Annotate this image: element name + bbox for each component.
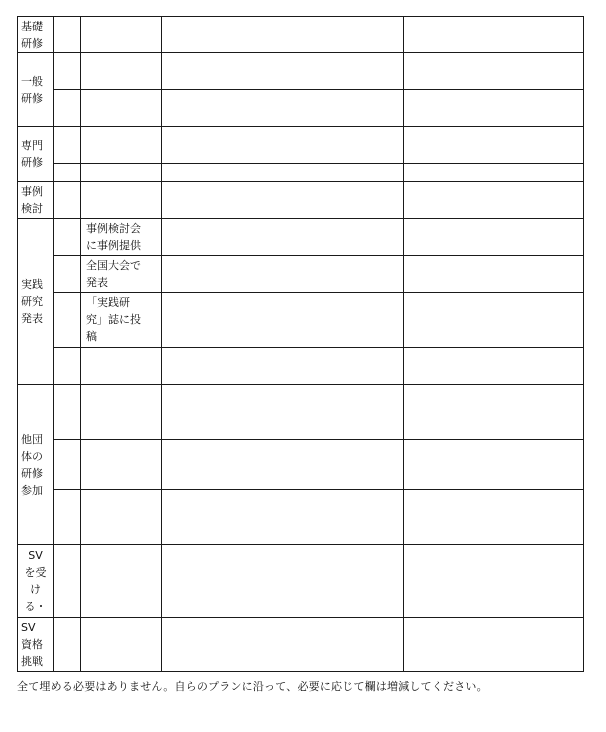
table-cell [162, 293, 404, 348]
table-row [18, 545, 584, 618]
table-row [18, 90, 584, 127]
table-cell [54, 293, 81, 348]
table-row [18, 219, 584, 256]
table-cell [162, 440, 404, 490]
category-practice-research: 実践 研究 発表 [18, 219, 54, 385]
table-cell [404, 182, 584, 219]
table-cell [162, 348, 404, 385]
table-cell [54, 127, 81, 164]
table-cell [54, 385, 81, 440]
table-cell [404, 348, 584, 385]
table-row [18, 440, 584, 490]
table-cell [404, 545, 584, 618]
table-cell [404, 127, 584, 164]
table-row [18, 164, 584, 182]
table-row [18, 490, 584, 545]
table-cell [81, 385, 162, 440]
table-cell [162, 545, 404, 618]
table-row [18, 127, 584, 164]
table-row [18, 53, 584, 90]
category-external-training: 他団 体の 研修 参加 [18, 385, 54, 545]
table-row [18, 17, 584, 53]
table-row [18, 348, 584, 385]
category-receive-sv: SV を受 け る・ [18, 545, 54, 618]
table-cell [54, 164, 81, 182]
table-cell [404, 164, 584, 182]
table-cell [404, 90, 584, 127]
category-case-review: 事例 検討 [18, 182, 54, 219]
table-cell [81, 618, 162, 672]
table-cell [81, 440, 162, 490]
table-cell [54, 182, 81, 219]
table-cell [81, 90, 162, 127]
table-cell [54, 90, 81, 127]
table-cell [81, 490, 162, 545]
table-cell [81, 348, 162, 385]
table-row [18, 618, 584, 672]
table-row [18, 293, 584, 348]
table-cell [162, 53, 404, 90]
table-row [18, 256, 584, 293]
table-cell [81, 545, 162, 618]
table-cell [54, 440, 81, 490]
item-national-conference: 全国大会で 発表 [81, 256, 162, 293]
category-specialized-training: 専門 研修 [18, 127, 54, 182]
table-cell [81, 164, 162, 182]
table-cell [404, 53, 584, 90]
table-cell [404, 618, 584, 672]
table-cell [162, 385, 404, 440]
table-cell [404, 293, 584, 348]
table-cell [404, 440, 584, 490]
table-cell [54, 545, 81, 618]
table-cell [81, 182, 162, 219]
table-cell [54, 219, 81, 256]
table-cell [162, 127, 404, 164]
table-cell [81, 17, 162, 53]
table-cell [54, 53, 81, 90]
table-cell [404, 219, 584, 256]
table-cell [54, 17, 81, 53]
table-cell [162, 256, 404, 293]
training-plan-table [17, 16, 584, 672]
table-cell [81, 53, 162, 90]
table-cell [54, 618, 81, 672]
category-basic-training: 基礎 研修 [18, 17, 54, 53]
table-cell [162, 490, 404, 545]
table-cell [404, 385, 584, 440]
category-general-training: 一般 研修 [18, 53, 54, 127]
table-row [18, 182, 584, 219]
table-cell [162, 182, 404, 219]
table-cell [162, 90, 404, 127]
item-journal-submission: 「実践研 究」誌に投 稿 [81, 293, 162, 348]
table-cell [54, 256, 81, 293]
table-cell [162, 618, 404, 672]
table-cell [81, 127, 162, 164]
table-cell [54, 348, 81, 385]
footer-note: 全て埋める必要はありません。自らのプランに沿って、必要に応じて欄は増減してください。 [17, 680, 488, 693]
category-sv-qualification: SV 資格 挑戦 [18, 618, 54, 672]
table-cell [162, 17, 404, 53]
table-row [18, 385, 584, 440]
table-cell [404, 256, 584, 293]
table-cell [54, 490, 81, 545]
table-cell [404, 490, 584, 545]
table-cell [404, 17, 584, 53]
table-cell [162, 164, 404, 182]
item-case-review-presentation: 事例検討会 に事例提供 [81, 219, 162, 256]
table-cell [162, 219, 404, 256]
